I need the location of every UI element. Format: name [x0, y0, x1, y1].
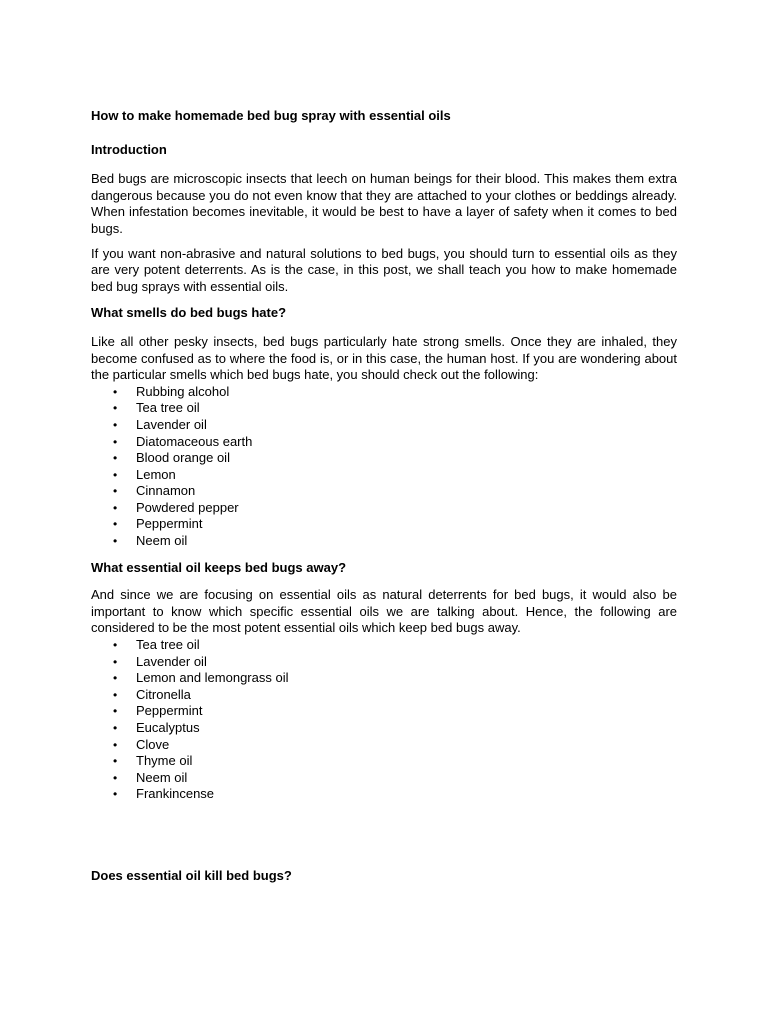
list-item: [91, 533, 677, 550]
bullet-icon: •: [113, 737, 118, 752]
bullet-icon: •: [113, 434, 118, 449]
list-item-text: Cinnamon: [136, 483, 196, 499]
bullet-icon: •: [113, 401, 118, 416]
bullet-icon: •: [113, 704, 118, 719]
list-item: [91, 637, 677, 654]
list-item: [91, 737, 677, 754]
list-item-text: Lemon: [136, 466, 176, 482]
bullet-icon: •: [113, 417, 118, 432]
bullet-icon: •: [113, 534, 118, 549]
keeps-paragraph: And since we are focusing on essential oils as natural deterrents for bed bugs, it would also be important to know which specific essential oils we are talking about. Hence, the following are considered to be the most potent essential oils which keep bed bugs away.: [91, 587, 677, 636]
list-item: [91, 467, 677, 484]
smells-list: [91, 384, 677, 550]
bullet-icon: •: [113, 721, 118, 735]
list-item-text: Lavender oil: [136, 416, 207, 432]
bullet-icon: •: [113, 654, 118, 669]
list-item: [91, 687, 677, 704]
smells-heading: What smells do bed bugs hate?: [91, 305, 287, 321]
bullet-icon: •: [113, 638, 118, 653]
list-item-text: Neem oil: [136, 769, 188, 785]
list-item: [91, 720, 677, 737]
list-item-text: Neem oil: [136, 533, 188, 549]
list-item-text: Powdered pepper: [136, 499, 239, 515]
bullet-icon: •: [113, 384, 118, 399]
list-item-text: Tea tree oil: [136, 637, 200, 653]
list-item-text: Rubbing alcohol: [136, 383, 230, 399]
list-item: [91, 500, 677, 517]
list-item-text: Eucalyptus: [136, 720, 200, 735]
list-item: [91, 770, 677, 787]
document-page: [91, 100, 677, 885]
list-item-text: Diatomaceous earth: [136, 433, 253, 449]
list-item-text: Tea tree oil: [136, 400, 200, 416]
list-item-text: Clove: [136, 736, 170, 752]
list-item: [91, 786, 677, 803]
smells-paragraph: Like all other pesky insects, bed bugs particularly hate strong smells. Once they are inhaled, they become confused as to where the food is, or in this case, the human host. If you are wondering about the particular smells which bed bugs hate, you should check out the following:: [91, 333, 677, 383]
intro-paragraph-1: Bed bugs are microscopic insects that leech on human beings for their blood. This makes them extra dangerous because you do not even know that they are attached to your clothes or beddings already. When infestation becomes inevitable, it would be best to have a layer of safety when it comes to bed bugs.: [91, 171, 677, 236]
list-item-text: Blood orange oil: [136, 450, 230, 466]
bullet-icon: •: [113, 517, 118, 532]
list-item: [91, 400, 677, 417]
list-item-text: Frankincense: [136, 786, 215, 802]
list-item: [91, 384, 677, 401]
list-item: [91, 483, 677, 500]
list-item: [91, 417, 677, 434]
list-item: [91, 434, 677, 451]
list-item: [91, 703, 677, 720]
list-item-text: Lavender oil: [136, 653, 207, 669]
list-item: [91, 670, 677, 687]
kill-heading: Does essential oil kill bed bugs?: [91, 867, 292, 883]
bullet-icon: •: [113, 754, 118, 769]
list-item: [91, 654, 677, 671]
list-item-text: Citronella: [136, 686, 191, 702]
intro-paragraph-2: If you want non-abrasive and natural solutions to bed bugs, you should turn to essential oils as they are very potent deterrents. As is the case, in this post, we shall teach you how to make homemade bed bug sprays with essential oils.: [91, 245, 677, 294]
list-item: [91, 450, 677, 467]
bullet-icon: •: [113, 671, 118, 686]
bullet-icon: •: [113, 500, 118, 515]
bullet-icon: •: [113, 467, 118, 482]
bullet-icon: •: [113, 687, 118, 702]
bullet-icon: •: [113, 787, 118, 802]
keeps-heading: What essential oil keeps bed bugs away?: [91, 559, 347, 575]
document-title: How to make homemade bed bug spray with essential oils: [91, 108, 451, 123]
list-item: [91, 516, 677, 533]
list-item-text: Lemon and lemongrass oil: [136, 670, 289, 686]
list-item-text: Thyme oil: [136, 753, 193, 769]
list-item-text: Peppermint: [136, 516, 203, 532]
bullet-icon: •: [113, 451, 118, 466]
bullet-icon: •: [113, 484, 118, 499]
list-item: [91, 753, 677, 770]
intro-heading: Introduction: [91, 141, 167, 157]
bullet-icon: •: [113, 770, 118, 785]
keeps-list: [91, 637, 677, 803]
list-item-text: Peppermint: [136, 703, 203, 719]
